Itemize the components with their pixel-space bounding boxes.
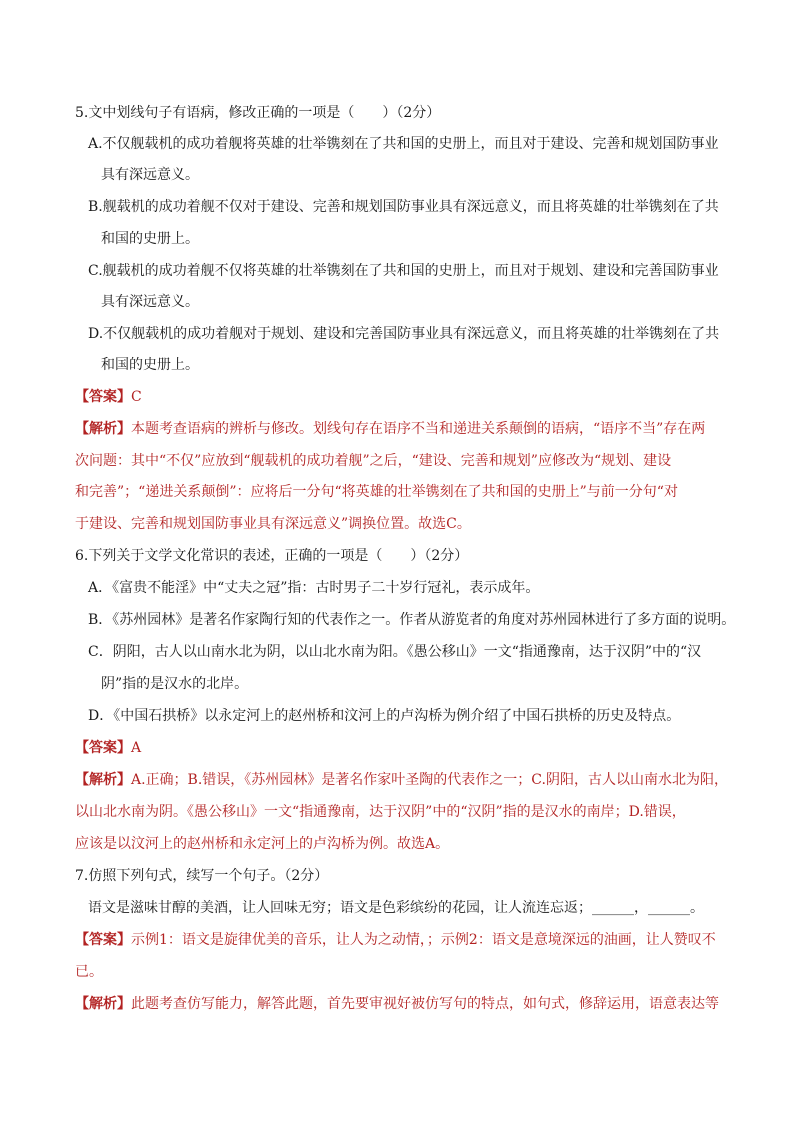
q5-answer	[75, 387, 142, 407]
analysis-text: A.正确；B.错误，《苏州园林》是著名作家叶圣陶的代表作之一；C.阴阳，古人以山南水北为阳，	[131, 772, 728, 788]
q6-analysis-line2: 以山北水南为阴。《愚公移山》一文“指通豫南，达于汉阴”中的“汉阴”指的是汉水的南岸；D.错误，	[75, 804, 686, 820]
q5-option-d-line1: D.不仅舰载机的成功着舰对于规划、建设和完善国防事业具有深远意义，而且将英雄的壮举镌刻在了共	[88, 326, 720, 342]
q5-option-d-line2: 和国的史册上。	[101, 357, 199, 373]
q7-prompt: 语文是滋味甘醇的美酒，让人回味无穷；语文是色彩缤纷的花园，让人流连忘返；______，______。	[88, 900, 704, 916]
q5-stem: 5.文中划线句子有语病，修改正确的一项是（ ）（2分）	[75, 105, 441, 121]
q5-option-a-line1: A.不仅舰载机的成功着舰将英雄的壮举镌刻在了共和国的史册上，而且对于建设、完善和规划国防事业	[88, 136, 719, 152]
q5-option-c-line2: 具有深远意义。	[101, 294, 199, 310]
analysis-text: 本题考查语病的辨析与修改。划线句存在语序不当和递进关系颠倒的语病，“语序不当”存在两	[131, 421, 706, 437]
analysis-tag: 【解析】	[75, 996, 131, 1012]
analysis-tag: 【解析】	[75, 772, 131, 788]
q5-analysis-line1	[75, 419, 705, 439]
q6-stem: 6.下列关于文学文化常识的表述，正确的一项是（ ）（2分）	[75, 548, 469, 564]
q6-option-c-line2: 阴”指的是汉水的北岸。	[101, 676, 249, 692]
q6-option-b: B．《苏州园林》是著名作家陶行知的代表作之一。作者从游览者的角度对苏州园林进行了多方面的说明。	[88, 612, 736, 628]
answer-value: C	[131, 389, 142, 405]
q7-stem: 7.仿照下列句式，续写一个句子。（2分）	[75, 868, 329, 884]
q5-option-b-line1: B.舰载机的成功着舰不仅对于建设、完善和规划国防事业具有深远意义，而且将英雄的壮举镌刻在了共	[88, 199, 719, 215]
q7-answer-line1	[75, 930, 716, 950]
q6-option-a: A．《富贵不能淫》中“丈夫之冠”指：古时男子二十岁行冠礼，表示成年。	[88, 580, 540, 596]
answer-tag: 【答案】	[75, 740, 131, 756]
q5-analysis-line4: 于建设、完善和规划国防事业具有深远意义”调换位置。故选C。	[75, 516, 471, 532]
analysis-tag: 【解析】	[75, 421, 131, 437]
q5-option-a-line2: 具有深远意义。	[101, 167, 199, 183]
analysis-text: 此题考查仿写能力，解答此题，首先要审视好被仿写句的特点，如句式，修辞运用，语意表达等	[131, 996, 719, 1012]
q7-analysis-line1	[75, 994, 719, 1014]
q5-option-c-line1: C.舰载机的成功着舰不仅将英雄的壮举镌刻在了共和国的史册上，而且对于规划、建设和完善国防事业	[88, 263, 719, 279]
q6-analysis-line1	[75, 770, 728, 790]
answer-tag: 【答案】	[75, 389, 131, 405]
q7-answer-line2: 已。	[75, 964, 103, 980]
answer-text: 示例1：语文是旋律优美的音乐，让人为之动情，；示例2：语文是意境深远的油画，让人赞叹不	[131, 932, 716, 948]
q5-analysis-line3: 和完善”；“递进关系颠倒”：应将后一分句“将英雄的壮举镌刻在了共和国的史册上”与前一分句“对	[75, 484, 678, 500]
q6-answer	[75, 738, 141, 758]
q6-analysis-line3: 应该是以汶河上的赵州桥和永定河上的卢沟桥为例。故选A。	[75, 836, 450, 852]
q5-analysis-line2: 次问题：其中“不仅”应放到“舰载机的成功着舰”之后，“建设、完善和规划”应修改为“规划、建设	[75, 453, 672, 469]
answer-tag: 【答案】	[75, 932, 131, 948]
q6-option-c-line1: C．阴阳，古人以山南水北为阴，以山北水南为阳。《愚公移山》一文“指通豫南，达于汉阴”中的“汉	[88, 644, 702, 660]
q6-option-d: D．《中国石拱桥》以永定河上的赵州桥和汶河上的卢沟桥为例介绍了中国石拱桥的历史及特点。	[88, 708, 681, 724]
q5-option-b-line2: 和国的史册上。	[101, 231, 199, 247]
answer-value: A	[131, 740, 142, 756]
